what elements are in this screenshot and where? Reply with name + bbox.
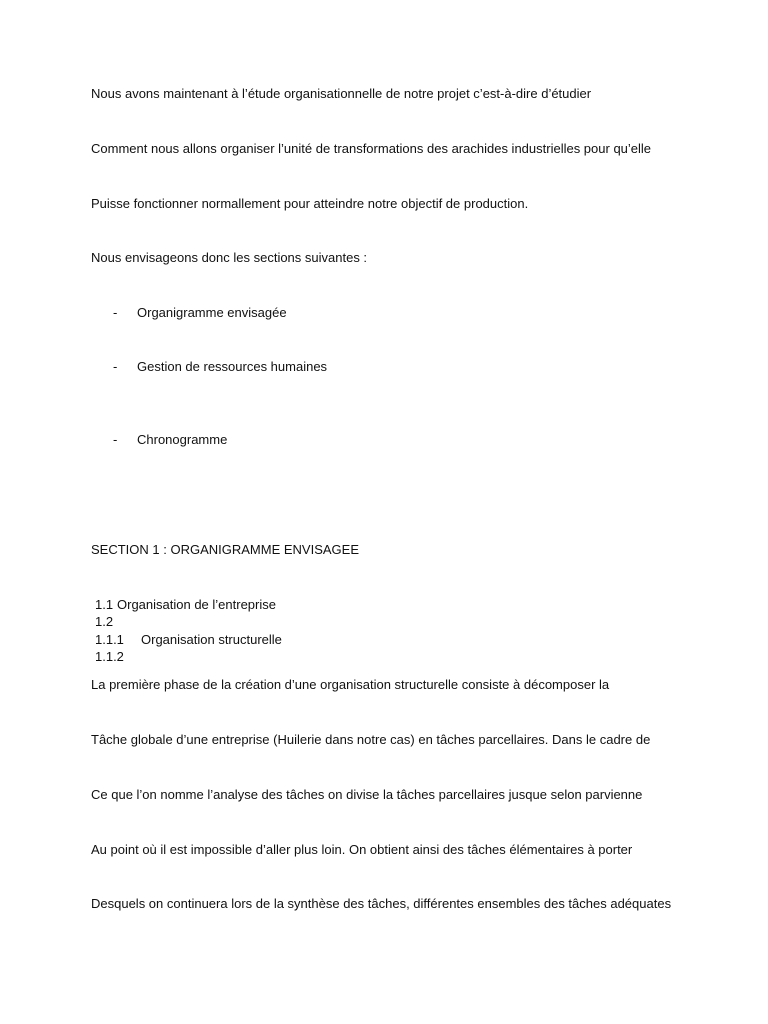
list-item-label: Organigramme envisagée <box>137 305 287 320</box>
bullet-dash: - <box>113 432 118 447</box>
outline-number: 1.1.2 <box>95 649 124 664</box>
bullet-dash: - <box>113 305 118 320</box>
list-item-label: Gestion de ressources humaines <box>137 359 328 374</box>
body-line: Au point où il est impossible d’aller plus loin. On obtient ainsi des tâches élémentaires à porter <box>91 842 633 857</box>
outline-number: 1.1 <box>95 597 114 612</box>
intro-paragraph-2: Comment nous allons organiser l’unité de transformations des arachides industrielles pour qu’elle <box>91 141 652 156</box>
intro-paragraph-4: Nous envisageons donc les sections suivantes : <box>91 250 368 265</box>
outline-heading: Organisation structurelle <box>141 632 282 647</box>
intro-paragraph-3: Puisse fonctionner normallement pour atteindre notre objectif de production. <box>91 196 529 211</box>
outline-number: 1.2 <box>95 614 114 629</box>
intro-paragraph-1: Nous avons maintenant à l’étude organisationnelle de notre projet c’est-à-dire d’étudier <box>91 86 592 101</box>
body-line: La première phase de la création d’une organisation structurelle consiste à décomposer la <box>91 677 610 692</box>
list-item-label: Chronogramme <box>137 432 228 447</box>
outline-heading: Organisation de l’entreprise <box>117 597 276 612</box>
body-line: Desquels on continuera lors de la synthèse des tâches, différentes ensembles des tâches adéquates <box>91 896 672 911</box>
bullet-dash: - <box>113 359 118 374</box>
section-title: SECTION 1 : ORGANIGRAMME ENVISAGEE <box>91 542 359 557</box>
body-line: Tâche globale d’une entreprise (Huilerie dans notre cas) en tâches parcellaires. Dans le cadre de <box>91 732 651 747</box>
outline-number: 1.1.1 <box>95 632 124 647</box>
body-line: Ce que l’on nomme l’analyse des tâches on divise la tâches parcellaires jusque selon parvienne <box>91 787 643 802</box>
